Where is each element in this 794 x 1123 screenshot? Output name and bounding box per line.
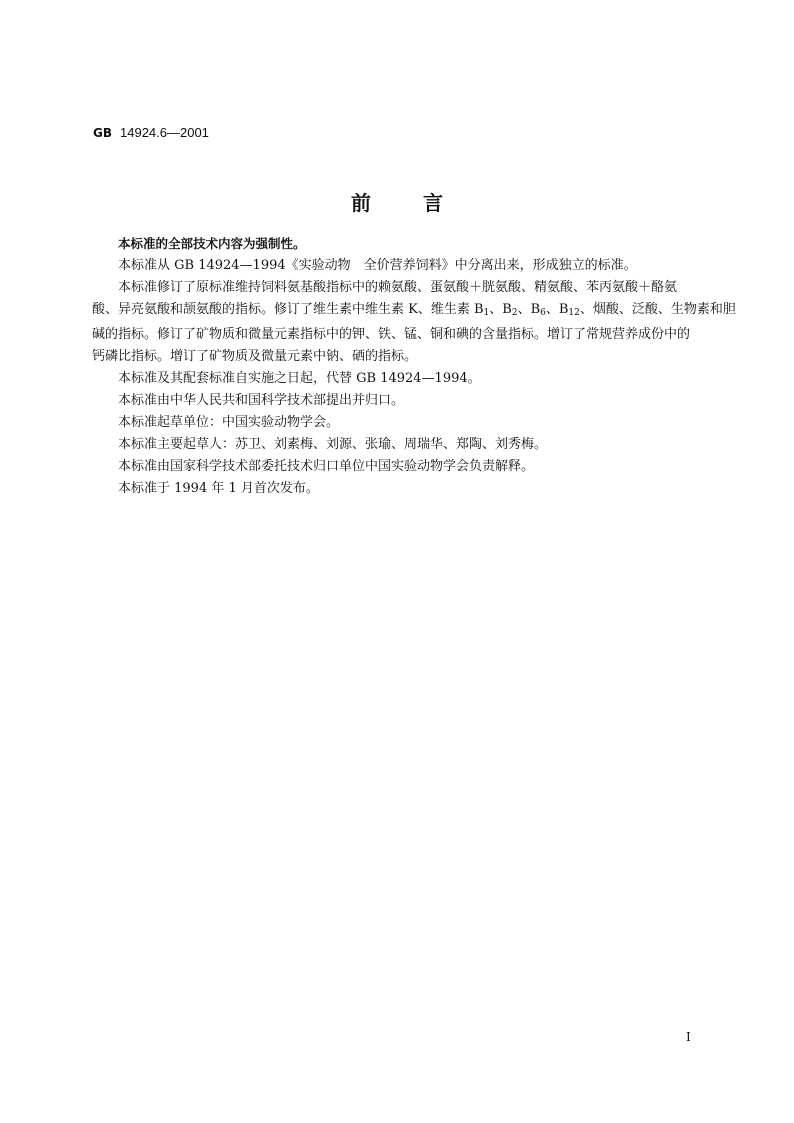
sub-6: 6 <box>540 308 546 318</box>
revisions-line-1: 本标准修订了原标准维持饲料氨基酸指标中的赖氨酸、蛋氨酸＋胱氨酸、精氨酸、苯丙氨酸＋酪氨 <box>118 280 678 295</box>
document-header <box>93 125 209 141</box>
paragraph-revisions <box>92 277 736 368</box>
sep-1: 、B <box>489 302 512 317</box>
standard-prefix: GB <box>93 126 112 140</box>
page-title <box>0 187 794 216</box>
paragraph-separation: 本标准从 GB 14924—1994《实验动物 全价营养饲料》中分离出来，形成独立的标准。 <box>118 258 637 273</box>
title-char-2: 言 <box>423 191 443 215</box>
foreword-body <box>92 233 736 500</box>
paragraph-interpretation: 本标准由国家科学技术部委托技术归口单位中国实验动物学会负责解释。 <box>118 459 535 474</box>
sub-12: 12 <box>568 308 580 318</box>
revisions-line-4: 钙磷比指标。增订了矿物质及微量元素中钠、硒的指标。 <box>92 349 418 364</box>
revisions-line-3: 碱的指标。修订了矿物质和微量元素指标中的钾、铁、锰、铜和碘的含量指标。增订了常规营养成份中的 <box>92 327 691 342</box>
sep-3: 、B <box>545 302 569 317</box>
title-char-1: 前 <box>351 191 371 215</box>
revisions-line-2-end: 、烟酸、泛酸、生物素和胆 <box>579 302 736 317</box>
paragraph-mandatory: 本标准的全部技术内容为强制性。 <box>118 236 306 251</box>
paragraph-drafters: 本标准主要起草人：苏卫、刘素梅、刘源、张瑜、周瑞华、郑陶、刘秀梅。 <box>118 437 548 452</box>
revisions-line-2 <box>92 299 736 324</box>
paragraph-drafting-unit: 本标准起草单位：中国实验动物学会。 <box>118 415 340 430</box>
standard-number: 14924.6—2001 <box>120 125 209 140</box>
sub-1: 1 <box>483 308 490 318</box>
revisions-line-2-start: 酸、异亮氨酸和颉氨酸的指标。修订了维生素中维生素 K、维生素 B <box>92 302 484 317</box>
paragraph-first-issued: 本标准于 1994 年 1 月首次发布。 <box>118 481 319 496</box>
paragraph-replaces: 本标准及其配套标准自实施之日起，代替 GB 14924—1994。 <box>118 371 481 386</box>
sub-2: 2 <box>511 308 518 318</box>
paragraph-proposed-by: 本标准由中华人民共和国科学技术部提出并归口。 <box>118 393 405 408</box>
sep-2: 、B <box>517 302 541 317</box>
page-number: I <box>686 1030 691 1044</box>
